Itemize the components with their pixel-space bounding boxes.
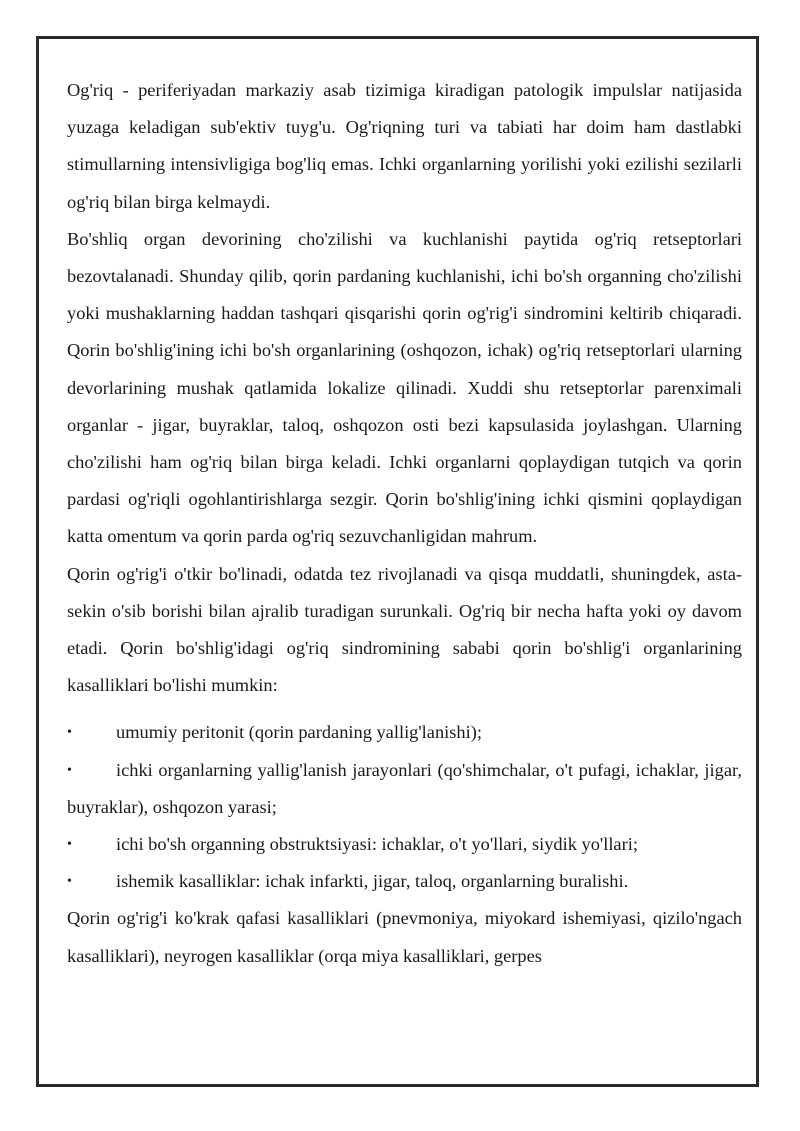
list-item-text: umumiy peritonit (qorin pardaning yallig'lanishi);: [116, 722, 482, 743]
paragraph-3: Qorin og'rig'i o'tkir bo'linadi, odatda tez rivojlanadi va qisqa muddatli, shuningdek, asta-sekin o'sib borishi bilan ajralib turadigan surunkali. Og'riq bir necha hafta yoki oy davom etadi. Qorin bo'shlig'idagi og'riq sindromining sababi qorin bo'shlig'i organlarining kasalliklari bo'lishi mumkin:: [67, 563, 742, 696]
list-item: [67, 714, 742, 751]
paragraph-1: Og'riq - periferiyadan markaziy asab tizimiga kiradigan patologik impulslar natijasida yuzaga keladigan sub'ektiv tuyg'u. Og'riqning turi va tabiati har doim ham dastlabki stimullarning intensivligiga bog'liq emas. Ichki organlarning yorilishi yoki ezilishi sezilarli og'riq bilan birga kelmaydi.: [67, 80, 742, 212]
closing-paragraph: Qorin og'rig'i ko'krak qafasi kasalliklari (pnevmoniya, miyokard ishemiyasi, qizilo'ngach kasalliklari), neyrogen kasalliklar (orqa miya kasalliklari, gerpes: [67, 908, 742, 966]
list-item-text: ichi bo'sh organning obstruktsiyasi: ichaklar, o't yo'llari, siydik yo'llari;: [116, 834, 638, 855]
list-item: [67, 752, 742, 826]
bullet-icon: •: [67, 837, 72, 853]
paragraph-2: Bo'shliq organ devorining cho'zilishi va kuchlanishi paytida og'riq retseptorlari bezovtalanadi. Shunday qilib, qorin pardaning kuchlanishi, ichi bo'sh organning cho'zilishi yoki mushaklarning haddan tashqari qisqarishi qorin og'rig'i sindromini keltirib chiqaradi. Qorin bo'shlig'ining ichi bo'sh organlarining (oshqozon, ichak) og'riq retseptorlari ularning devorlarining mushak qatlamida lokalize qilinadi. Xuddi shu retseptorlar parenximali organlar - jigar, buyraklar, taloq, oshqozon osti bezi kapsulasida joylashgan. Ularning cho'zilishi ham og'riq bilan birga keladi. Ichki organlarni qoplaydigan tutqich va qorin pardasi og'riqli ogohlantirishlarga sezgir. Qorin bo'shlig'ining ichki qismini qoplaydigan katta omentum va qorin parda og'riq sezuvchanligidan mahrum.: [67, 228, 742, 547]
bullet-icon: •: [67, 762, 72, 778]
list-item: [67, 826, 742, 863]
list-item-text: ichki organlarning yallig'lanish jarayonlari (qo'shimchalar, o't pufagi, ichaklar, jigar, buyraklar), oshqozon yarasi;: [67, 759, 742, 817]
bullet-icon: •: [67, 725, 72, 741]
bullet-icon: •: [67, 874, 72, 890]
bullet-list: [67, 714, 742, 900]
list-item: [67, 863, 742, 900]
list-item-text: ishemik kasalliklar: ichak infarkti, jigar, taloq, organlarning buralishi.: [116, 871, 629, 892]
document-body: [67, 72, 742, 975]
